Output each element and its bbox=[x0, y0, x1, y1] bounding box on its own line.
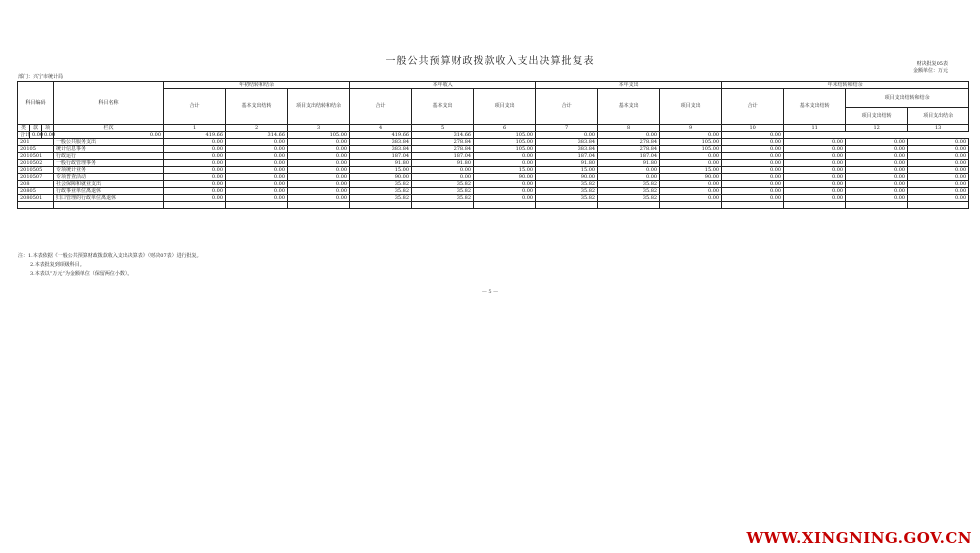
row-name bbox=[54, 202, 164, 209]
row-number-label: 栏次 bbox=[54, 125, 164, 132]
table-cell: 0.00 bbox=[846, 160, 908, 167]
table-cell: 105.00 bbox=[660, 146, 722, 153]
table-cell: 90.00 bbox=[536, 174, 598, 181]
col-header: 基本支出 bbox=[412, 89, 474, 125]
table-cell: 0.00 bbox=[288, 181, 350, 188]
table-row bbox=[18, 174, 969, 181]
site-watermark: WWW.XINGNING.GOV.CN bbox=[746, 529, 972, 547]
table-cell: 35.82 bbox=[412, 195, 474, 202]
table-cell bbox=[598, 202, 660, 209]
col-number: 7 bbox=[536, 125, 598, 132]
table-cell: 278.84 bbox=[598, 146, 660, 153]
table-cell: 0.00 bbox=[908, 139, 969, 146]
table-cell: 0.00 bbox=[42, 132, 54, 139]
table-cell: 0.00 bbox=[474, 188, 536, 195]
table-cell: 35.82 bbox=[350, 188, 412, 195]
col-number: 6 bbox=[474, 125, 536, 132]
class-label: 项 bbox=[42, 125, 54, 132]
table-cell: 0.00 bbox=[846, 188, 908, 195]
table-cell: 35.82 bbox=[536, 188, 598, 195]
form-number: 财决批复05表 bbox=[916, 61, 948, 67]
table-cell bbox=[226, 202, 288, 209]
table-cell: 0.00 bbox=[784, 174, 846, 181]
col-header: 基本支出结转 bbox=[784, 89, 846, 125]
page-number: — 5 — bbox=[481, 289, 499, 295]
table-cell: 105.00 bbox=[288, 132, 350, 139]
table-cell: 0.00 bbox=[164, 139, 226, 146]
col-header: 项目支出结余 bbox=[908, 108, 969, 125]
table-cell: 0.00 bbox=[722, 174, 784, 181]
table-row bbox=[18, 139, 969, 146]
table-cell: 383.84 bbox=[536, 139, 598, 146]
table-cell: 35.82 bbox=[350, 181, 412, 188]
table-cell: 0.00 bbox=[226, 181, 288, 188]
table-row bbox=[18, 146, 969, 153]
col-header: 合计 bbox=[350, 89, 412, 125]
table-cell: 0.00 bbox=[908, 195, 969, 202]
table-cell: 105.00 bbox=[474, 139, 536, 146]
table-cell: 0.00 bbox=[660, 160, 722, 167]
notes bbox=[18, 252, 202, 279]
table-cell: 0.00 bbox=[226, 167, 288, 174]
table-cell: 0.00 bbox=[784, 160, 846, 167]
table-cell: 0.00 bbox=[30, 132, 42, 139]
table-cell: 187.04 bbox=[598, 153, 660, 160]
table-cell: 35.82 bbox=[412, 188, 474, 195]
table-cell: 0.00 bbox=[474, 181, 536, 188]
row-code: 2010502 bbox=[18, 160, 54, 167]
row-name: 一般行政管理事务 bbox=[54, 160, 164, 167]
row-code: 208 bbox=[18, 181, 54, 188]
table-cell bbox=[164, 202, 226, 209]
table-cell: 0.00 bbox=[598, 174, 660, 181]
table-cell: 0.00 bbox=[908, 167, 969, 174]
note-line: 3.本表以“万元”为金额单位（保留两位小数）。 bbox=[30, 271, 133, 277]
table-cell: 90.00 bbox=[474, 174, 536, 181]
note-line: 注：1.本表依据《一般公共预算财政拨款收入支出决算表》（财决07表）进行批复。 bbox=[18, 253, 202, 259]
table-cell: 187.04 bbox=[412, 153, 474, 160]
table-cell bbox=[350, 202, 412, 209]
table-cell: 0.00 bbox=[226, 195, 288, 202]
col-number: 9 bbox=[660, 125, 722, 132]
table-row bbox=[18, 188, 969, 195]
table-cell: 187.04 bbox=[536, 153, 598, 160]
table-row bbox=[18, 202, 969, 209]
col-number: 1 bbox=[164, 125, 226, 132]
table-cell: 314.66 bbox=[226, 132, 288, 139]
table-cell: 0.00 bbox=[226, 153, 288, 160]
table-cell: 0.00 bbox=[226, 188, 288, 195]
row-code: 2080501 bbox=[18, 195, 54, 202]
group-header-income: 本年收入 bbox=[350, 82, 536, 89]
col-number: 4 bbox=[350, 125, 412, 132]
table-cell: 91.80 bbox=[536, 160, 598, 167]
table-cell bbox=[660, 202, 722, 209]
table-cell: 0.00 bbox=[412, 174, 474, 181]
row-name: 行政事业单位离退休 bbox=[54, 188, 164, 195]
table-cell: 0.00 bbox=[288, 153, 350, 160]
table-cell: 105.00 bbox=[660, 139, 722, 146]
budget-table bbox=[17, 81, 969, 209]
subject-code-header: 科目编码 bbox=[18, 82, 54, 125]
table-cell: 0.00 bbox=[288, 160, 350, 167]
row-code bbox=[18, 202, 54, 209]
table-cell: 0.00 bbox=[846, 146, 908, 153]
table-cell: 0.00 bbox=[474, 160, 536, 167]
table-cell bbox=[536, 202, 598, 209]
table-cell: 0.00 bbox=[164, 174, 226, 181]
table-cell: 0.00 bbox=[164, 160, 226, 167]
table-cell: 0.00 bbox=[660, 188, 722, 195]
col-number: 2 bbox=[226, 125, 288, 132]
col-number: 12 bbox=[846, 125, 908, 132]
table-cell: 0.00 bbox=[846, 139, 908, 146]
table-cell bbox=[412, 202, 474, 209]
row-code: 2010507 bbox=[18, 174, 54, 181]
row-code: 2010501 bbox=[18, 153, 54, 160]
row-code: 20805 bbox=[18, 188, 54, 195]
table-cell: 0.00 bbox=[164, 188, 226, 195]
table-cell: 0.00 bbox=[474, 153, 536, 160]
row-name: 一般公共服务支出 bbox=[54, 139, 164, 146]
table-row bbox=[18, 160, 969, 167]
table-cell: 0.00 bbox=[846, 195, 908, 202]
table-cell: 0.00 bbox=[784, 181, 846, 188]
table-cell: 15.00 bbox=[660, 167, 722, 174]
col-number: 5 bbox=[412, 125, 474, 132]
table-cell: 0.00 bbox=[908, 174, 969, 181]
document-title: 一般公共预算财政拨款收入支出决算批复表 bbox=[385, 56, 595, 67]
table-cell: 90.00 bbox=[660, 174, 722, 181]
table-cell: 0.00 bbox=[722, 181, 784, 188]
unit-label: 金额单位：万元 bbox=[912, 68, 948, 74]
col-header: 基本支出结转 bbox=[226, 89, 288, 125]
table-cell: 0.00 bbox=[288, 167, 350, 174]
table-cell: 0.00 bbox=[722, 153, 784, 160]
table-cell: 105.00 bbox=[474, 132, 536, 139]
subject-name-header: 科目名称 bbox=[54, 82, 164, 125]
table-cell: 0.00 bbox=[660, 181, 722, 188]
row-name: 统计信息事务 bbox=[54, 146, 164, 153]
table-cell: 0.00 bbox=[846, 153, 908, 160]
table-cell: 90.00 bbox=[350, 174, 412, 181]
table-row bbox=[18, 153, 969, 160]
table-cell: 383.84 bbox=[350, 146, 412, 153]
table-cell bbox=[288, 202, 350, 209]
table-cell: 0.00 bbox=[660, 153, 722, 160]
table-cell: 0.00 bbox=[784, 139, 846, 146]
table-cell: 91.80 bbox=[350, 160, 412, 167]
table-cell: 0.00 bbox=[164, 195, 226, 202]
table-cell: 0.00 bbox=[908, 146, 969, 153]
table-cell: 383.84 bbox=[536, 146, 598, 153]
table-cell: 0.00 bbox=[722, 195, 784, 202]
col-header: 合计 bbox=[722, 89, 784, 125]
table-cell: 0.00 bbox=[598, 167, 660, 174]
table-cell: 35.82 bbox=[598, 188, 660, 195]
table-cell: 0.00 bbox=[784, 195, 846, 202]
table-cell: 278.84 bbox=[598, 139, 660, 146]
table-cell: 0.00 bbox=[784, 146, 846, 153]
table-cell: 0.00 bbox=[846, 174, 908, 181]
table-cell: 0.00 bbox=[164, 181, 226, 188]
row-name: 归口管理的行政单位离退休 bbox=[54, 195, 164, 202]
table-cell: 15.00 bbox=[474, 167, 536, 174]
table-cell: 314.66 bbox=[412, 132, 474, 139]
table-cell: 0.00 bbox=[288, 188, 350, 195]
class-label: 类 bbox=[18, 125, 30, 132]
table-cell: 0.00 bbox=[288, 174, 350, 181]
col-header: 项目支出 bbox=[660, 89, 722, 125]
row-name: 行政运行 bbox=[54, 153, 164, 160]
table-cell: 35.82 bbox=[536, 181, 598, 188]
group-header-end-balance: 年末结转和结余 bbox=[722, 82, 969, 89]
table-cell: 278.84 bbox=[412, 139, 474, 146]
row-name: 专项统计业务 bbox=[54, 167, 164, 174]
table-cell: 35.82 bbox=[598, 181, 660, 188]
row-name: 合计 bbox=[18, 132, 30, 139]
col-number: 10 bbox=[722, 125, 784, 132]
table-cell: 0.00 bbox=[164, 153, 226, 160]
col-header: 项目支出 bbox=[474, 89, 536, 125]
table-cell: 419.66 bbox=[164, 132, 226, 139]
table-cell: 35.82 bbox=[536, 195, 598, 202]
row-name: 社会保障和就业支出 bbox=[54, 181, 164, 188]
sub-group-header: 项目支出结转和结余 bbox=[846, 89, 969, 108]
col-header: 合计 bbox=[536, 89, 598, 125]
table-cell bbox=[722, 202, 784, 209]
col-number: 11 bbox=[784, 125, 846, 132]
table-cell: 105.00 bbox=[474, 146, 536, 153]
col-number: 13 bbox=[908, 125, 969, 132]
table-cell: 278.84 bbox=[412, 146, 474, 153]
table-cell: 0.00 bbox=[226, 146, 288, 153]
note-line: 2.本表批复到项级科目。 bbox=[30, 262, 85, 268]
table-cell: 0.00 bbox=[288, 139, 350, 146]
class-label: 款 bbox=[30, 125, 42, 132]
table-cell: 0.00 bbox=[846, 167, 908, 174]
row-code: 2010505 bbox=[18, 167, 54, 174]
table-cell: 0.00 bbox=[226, 174, 288, 181]
table-cell: 0.00 bbox=[784, 153, 846, 160]
table-cell: 15.00 bbox=[536, 167, 598, 174]
table-cell: 0.00 bbox=[722, 139, 784, 146]
table-cell: 0.00 bbox=[784, 167, 846, 174]
table-cell: 0.00 bbox=[908, 188, 969, 195]
col-header: 基本支出 bbox=[598, 89, 660, 125]
table-cell: 0.00 bbox=[474, 195, 536, 202]
table-cell: 0.00 bbox=[226, 160, 288, 167]
table-cell: 0.00 bbox=[722, 167, 784, 174]
table-cell: 0.00 bbox=[908, 181, 969, 188]
table-row bbox=[18, 167, 969, 174]
row-code: 20105 bbox=[18, 146, 54, 153]
table-cell: 0.00 bbox=[164, 167, 226, 174]
table-cell: 0.00 bbox=[288, 146, 350, 153]
table-cell: 0.00 bbox=[846, 181, 908, 188]
table-cell bbox=[474, 202, 536, 209]
table-cell: 0.00 bbox=[226, 139, 288, 146]
table-cell: 0.00 bbox=[722, 160, 784, 167]
table-cell: 0.00 bbox=[908, 160, 969, 167]
table-cell: 0.00 bbox=[412, 167, 474, 174]
table-cell: 0.00 bbox=[722, 132, 784, 139]
table-cell: 0.00 bbox=[164, 146, 226, 153]
col-number: 8 bbox=[598, 125, 660, 132]
table-cell: 0.00 bbox=[908, 153, 969, 160]
table-cell: 419.66 bbox=[350, 132, 412, 139]
table-cell: 35.82 bbox=[350, 195, 412, 202]
table-cell bbox=[846, 202, 908, 209]
col-header: 项目支出结转 bbox=[846, 108, 908, 125]
col-header: 项目支出结转和结余 bbox=[288, 89, 350, 125]
table-cell: 0.00 bbox=[288, 195, 350, 202]
form-meta bbox=[913, 61, 948, 75]
table-row bbox=[18, 132, 969, 139]
table-cell: 0.00 bbox=[722, 188, 784, 195]
table-cell: 0.00 bbox=[784, 188, 846, 195]
table-cell: 383.84 bbox=[350, 139, 412, 146]
table-body bbox=[18, 132, 969, 209]
table-cell: 0.00 bbox=[660, 195, 722, 202]
table-cell: 91.80 bbox=[412, 160, 474, 167]
table-cell: 187.04 bbox=[350, 153, 412, 160]
table-cell: 0.00 bbox=[660, 132, 722, 139]
table-cell: 0.00 bbox=[536, 132, 598, 139]
department-label: 部门：兴宁市统计局 bbox=[18, 74, 64, 80]
row-name: 专项普查活动 bbox=[54, 174, 164, 181]
table-cell: 15.00 bbox=[350, 167, 412, 174]
table-cell bbox=[908, 202, 969, 209]
table-cell bbox=[784, 202, 846, 209]
group-header-expense: 本年支出 bbox=[536, 82, 722, 89]
table-cell: 91.80 bbox=[598, 160, 660, 167]
table-cell: 0.00 bbox=[598, 132, 660, 139]
table-cell: 35.82 bbox=[412, 181, 474, 188]
table-cell: 0.00 bbox=[54, 132, 164, 139]
col-number: 3 bbox=[288, 125, 350, 132]
table-cell: 35.82 bbox=[598, 195, 660, 202]
col-header: 合计 bbox=[164, 89, 226, 125]
table-row bbox=[18, 195, 969, 202]
table-row bbox=[18, 181, 969, 188]
group-header-start-balance: 年初结转和结余 bbox=[164, 82, 350, 89]
row-code: 201 bbox=[18, 139, 54, 146]
table-cell: 0.00 bbox=[722, 146, 784, 153]
